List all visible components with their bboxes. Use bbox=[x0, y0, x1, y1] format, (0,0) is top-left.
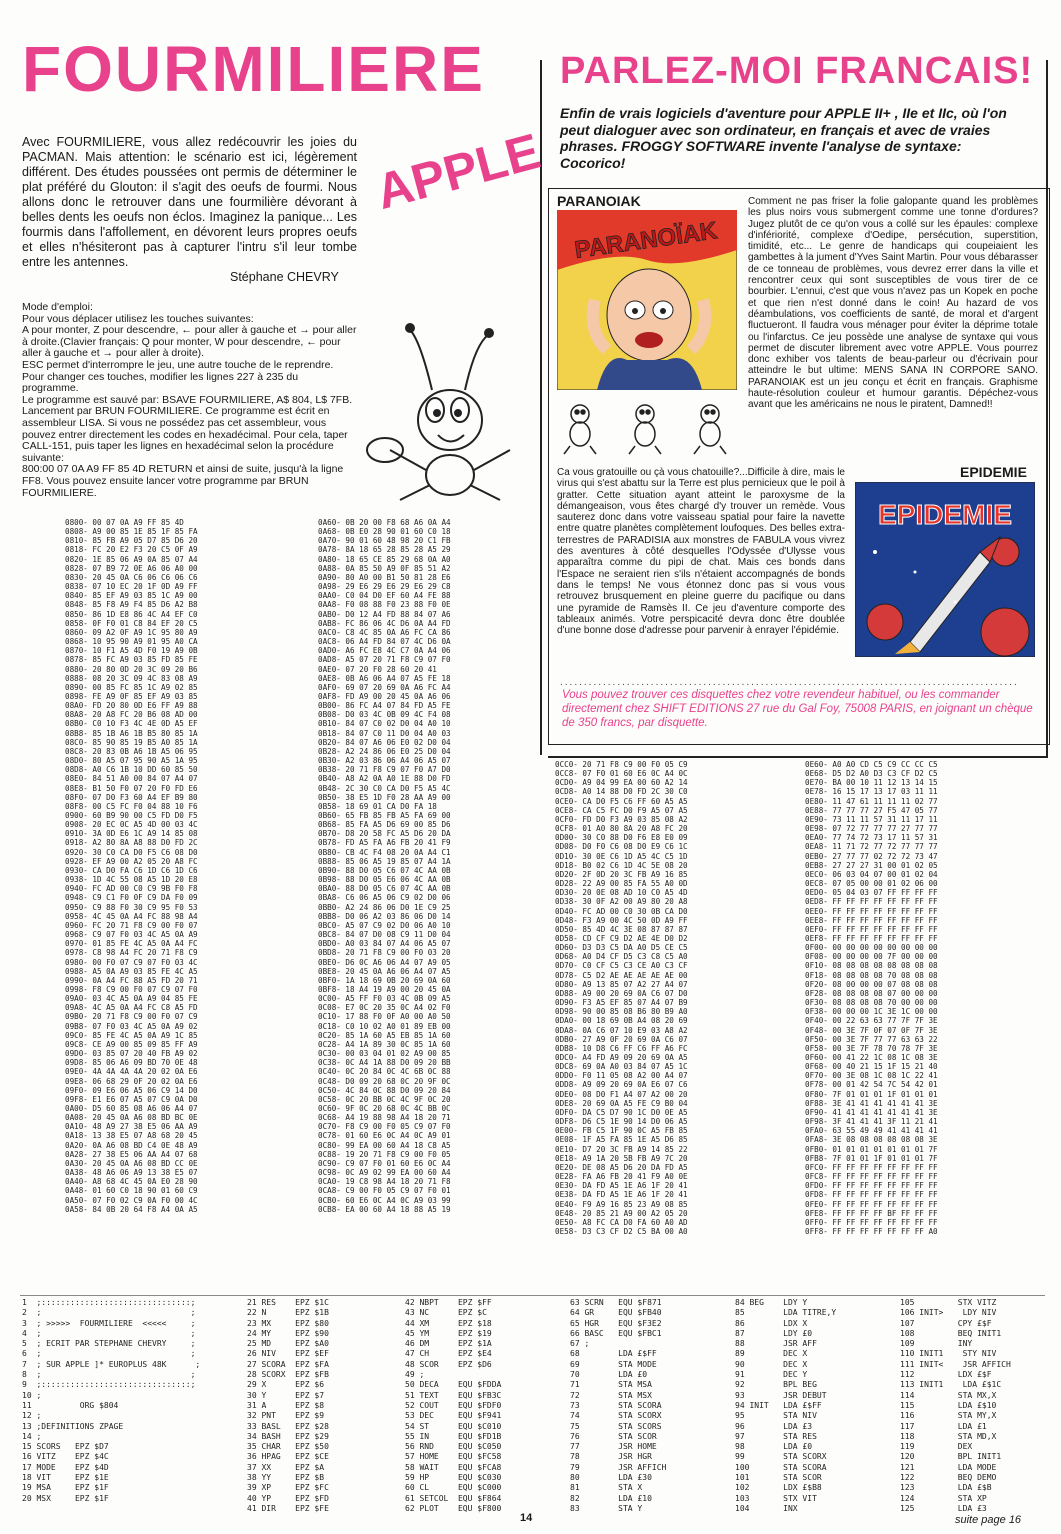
source-listing-col-5: 84 BEG LDY Y 85 LDA TITRE,Y 86 LDX X 87 LDY £0 88 JSR AFF 89 DEC X 90 DEC X 91 DEC Y 92 BPL BEG 93 JSR DEBUT 94 INIT LDA £$FF 95 STA NIV 96 LDA £3 97 STA RES 98 LDA £0 99 STA SCORX 100 STA SCORA 101 STA SCOR 102 LDX £$B8 103 STX VIT 104 INX bbox=[735, 1298, 837, 1513]
intro-paragraph: Avec FOURMILIERE, vous allez redécouvrir les joies du PACMAN. Mais attention: le scénario est ici, légèrement différent. Des études poussées ont permis de déterminer le plat préféré du Glouton: il s'agit des oeufs de fourmi. Nous allons donc le retrouver dans une fourmilière dévorant à belles dents les oeufs non éclos. Imaginez la panique... Les fourmis dans l'affollement, en dévorent leurs propres oeufs et elles n'hésiteront pas à capturer l'intru s'il leur tombe entre les antennes. bbox=[22, 135, 357, 269]
ant-illustration bbox=[360, 300, 530, 510]
epidemie-cover-art bbox=[855, 482, 1035, 657]
listing-separator bbox=[20, 1295, 1045, 1296]
source-listing-col-4: 63 SCRN EQU $F871 64 GR EQU $FB40 65 HGR EQU $F3E2 66 BASC EQU $FBC1 67 ; 68 LDA £$FF 69 STA MODE 70 LDA £0 71 STA MSA 72 STA MSX 73 STA SCORA 74 STA SCORX 75 STA SCORS 76 STA SCOR 77 JSR HOME 78 JSR HGR 79 JSR AFFICH 80 LDA £30 81 STA X 82 LDA £10 83 STA Y bbox=[570, 1298, 667, 1513]
continued-note: suite page 16 bbox=[955, 1514, 1022, 1526]
author-name: Stéphane CHEVRY bbox=[230, 270, 339, 284]
mode-line-2: A pour monter, Z pour descendre, ← pour aller à gauche et → pour aller à droite.(Clavier français: Q pour monter, W pour descendre, ← pour aller à gauche et → pour aller à droite). bbox=[22, 324, 357, 360]
right-edge-rule bbox=[1046, 60, 1048, 757]
page-number: 14 bbox=[520, 1512, 533, 1524]
mode-line-1: Pour vous déplacer utilisez les touches suivantes: bbox=[22, 312, 254, 325]
mode-line-3: ESC permet d'interrompre le jeu, une autre touche de le reprendre. Pour changer ces touches, modifier les lignes 227 à 235 du programme. bbox=[22, 358, 334, 395]
hex-dump-column-3: 0CC0- 20 71 F8 C9 00 F0 05 C9 0CC8- 07 F0 01 60 E6 0C A4 0C 0CD0- A9 04 99 EA 00 60 A2 14 0CD8- A0 14 88 D0 FD 2C 30 C0 0CE0- CA D0 F5 C6 FF 60 A5 A5 0CE8- CA C5 FC D0 F9 A5 07 A5 0CF0- FD D0 F3 A9 03 85 08 A2 0CF8- 01 A0 80 8A 20 A8 FC 20 0D00- 30 C0 88 D0 F6 E8 E0 09 0D08- D0 F0 C6 08 D0 E9 C6 1C 0D10- 30 0E C6 1D A5 4C C5 1D 0D18- B0 02 C6 1D 4C 5E 08 20 0D20- 2F 0D 20 3C FB A9 16 85 0D28- 22 A9 00 85 FA 55 A0 0D 0D30- 20 0E 08 AD 10 C0 A5 4D 0D38- 30 0F A2 00 A9 80 20 A8 0D40- FC AD 00 C0 30 0B CA D0 0D48- F3 A9 00 4C 50 0D A9 FF 0D50- 85 4D 4C 3E 08 87 87 87 0D58- CD CF C9 D2 AE 4E D0 D2 0D60- D3 D3 C5 DA A0 D5 CE C5 0D68- A0 D4 CF D5 C3 C8 C5 A0 0D70- C0 CF C5 C3 CE A0 C3 CF 0D78- C5 D2 AE AE AE AE AE 00 0D80- A9 13 85 07 A2 27 A4 07 0D88- A9 00 20 69 0A C6 07 D0 0D90- F3 A5 EF 85 07 A4 07 B9 0D98- 90 00 85 08 B6 80 B9 A0 0DA0- 00 18 69 0B A4 08 20 69 0DA8- 0A C6 07 10 E9 03 A8 A2 0DB0- 27 A9 0F 20 69 0A C6 07 0DB8- 10 D8 C6 FF C6 FF A6 FC 0DC0- A4 FD A9 09 20 69 0A A5 0DC8- 69 0A A0 03 84 07 A5 1C 0DD0- F0 11 05 08 A2 00 A4 07 0DD8- A9 09 20 69 0A E6 07 C6 0DE0- 08 D0 F1 A4 07 A2 00 20 0DE8- 20 69 0A A5 FE C9 B0 04 0DF0- DA C5 D7 90 1C D0 0E A5 0DF8- D6 C5 1E 90 14 D0 06 A5 0E00- FB C5 1F 90 0C A5 FB 85 0E08- 1F A5 FA 85 1E A5 D6 85 0E10- D7 20 3C FB A9 14 85 22 0E18- A9 1A 20 5B FB A9 7C 20 0E20- DE 08 A5 D6 20 DA FD A5 0E28- FA A6 FB 20 41 F9 A0 0E 0E30- DA FD A5 1E A6 1F 20 41 0E38- DA FD A5 1E A6 1F 20 41 0E40- F9 A9 16 85 23 A9 08 85 0E48- 20 85 21 A9 00 A2 05 20 0E50- A8 FC CA D0 FA 60 A0 AD 0E58- D3 C3 CF D2 C5 BA 00 A0 bbox=[555, 760, 688, 1236]
dotted-separator: ................................................................................................ bbox=[560, 677, 1019, 688]
paranoiak-cover-title: PARANOÏAK bbox=[572, 217, 719, 264]
mode-line-5: Lancement par BRUN FOURMILIERE. Ce programme est écrit en assembleur LISA. Si vous ne possédez pas cet assembleur, vous pouvez entrer directement les codes en hexadécimal. Pour cela, taper CALL-151, puis taper les lignes en hexadécimal selon la procédure suivante: bbox=[22, 405, 348, 464]
mode-line-4: Le programme est sauvé par: BSAVE FOURMILIERE, A$ 804, L$ 7FB. bbox=[22, 393, 353, 406]
hex-dump-column-4: 0E60- A0 A0 CD C5 C9 CC CC C5 0E68- D5 D2 A0 D3 C3 CF D2 C5 0E70- BA 00 10 11 12 13 14 15 0E78- 16 15 17 13 17 03 11 11 0E80- 11 47 61 11 11 11 02 77 0E88- 77 77 77 27 F5 47 05 77 0E90- 73 11 11 57 31 11 17 11 0E98- 07 72 77 77 77 27 77 77 0EA0- 77 74 72 73 17 11 57 31 0EA8- 11 71 72 77 72 77 77 77 0EB0- 27 77 77 02 72 72 73 47 0EB8- 27 27 27 31 00 01 02 05 0EC0- 06 03 04 07 00 01 02 04 0EC8- 07 05 00 00 01 02 06 00 0ED0- 05 04 03 07 FF FF FF FF 0ED8- FF FF FF FF FF FF FF FF 0EE0- FF FF FF FF FF FF FF FF 0EE8- FF FF FF FF FF FF FF FF 0EF0- FF FF FF FF FF FF FF FF 0EF8- FF FF FF FF FF FF FF FF 0F00- 00 00 00 00 00 00 00 00 0F08- 00 00 00 00 7F 00 00 00 0F10- 08 08 08 08 08 08 08 08 0F18- 08 08 08 08 70 08 08 08 0F20- 08 00 00 00 07 08 08 08 0F28- 08 08 08 08 07 00 00 00 0F30- 08 08 08 08 70 00 00 00 0F38- 00 00 00 1C 3E 1C 00 00 0F40- 00 22 63 63 77 7F 7F 3E 0F48- 00 3E 7F 0F 07 0F 7F 3E 0F50- 00 3E 7F 77 77 63 63 22 0F58- 00 3E 7F 78 70 78 7F 3E 0F60- 00 41 22 1C 08 1C 08 3E 0F68- 00 40 21 15 1F 15 21 40 0F70- 00 3E 08 1C 08 1C 22 41 0F78- 00 01 42 54 7C 54 42 01 0F80- 7F 01 01 01 1F 01 01 01 0F88- 3E 41 41 41 41 41 41 3E 0F90- 41 41 41 41 41 41 41 3E 0F98- 3F 41 41 41 3F 11 21 41 0FA0- 63 55 49 49 41 41 41 41 0FA8- 3E 08 08 08 08 08 08 3E 0FB0- 01 01 01 01 01 01 01 7F 0FB8- 7F 01 01 1F 01 01 01 7F 0FC0- FF FF FF FF FF FF FF FF 0FC8- FF FF FF FF FF FF FF FF 0FD0- FF FF FF FF FF FF FF FF 0FD8- FF FF FF FF FF FF FF FF 0FE0- FF FF FF FF FF FF FF FF 0FE8- FF FF FF FF BF FF FF FF 0FF0- FF FF FF FF FF FF FF FF 0FF8- FF FF FF FF FF FF FF A0 bbox=[805, 760, 938, 1236]
epidemie-cover-title: EPIDEMIE bbox=[878, 499, 1012, 530]
epidemie-text: Ca vous gratouille ou çà vous chatouille?...Difficile à dire, mais le virus qui s'est abattu sur la Terre est plus pernicieux que le poil à gratter. Cette situation ayant atteint le paroxysme de la démangeaison, vous êtes chargé d'y trouver un remède. Vous sauterez donc dans votre vaisseau spatial pour faire la navette entre quatre planètes complètement loufoques. Des belles extra-terrestres de PARADISIA aux monstres de FABULA vous vivrez des aventures à côté desquelles l'Odyssée d'Ulysse vous apparaîtra comme du pipi de chat. Mais ces bonds dans l'Espace ne seraient rien s'ils n'étaient accompagnés de bonds dans le temps! Ne vous étonnez donc pas si vous vous retrouvez brusquement en pleine guerre du pacifique ou dans une pyramide de Ramsès II. Ce jeu d'aventure comporte des tableaux animés. Votre perspicacité devra donc être doublée d'une bonne dose d'adresse pour parvenir à enrayer l'épidémie. bbox=[557, 467, 845, 637]
small-ants-illustration bbox=[560, 396, 740, 456]
source-listing-col-3: 42 NBPT EPZ $FF 43 NC EPZ $C 44 XM EPZ $18 45 YM EPZ $19 46 DM EPZ $1A 47 CH EPZ $E4 48 SCOR EPZ $D6 49 ; 50 DECA EQU $FDDA 51 TEXT EQU $FB3C 52 COUT EQU $FDF0 53 DEC EQU $F941 54 ST EQU $C010 55 IN EQU $FD1B 56 RND EQU $C050 57 HOME EQU $FC58 58 WAIT EQU $FCA8 59 HP EQU $C030 60 CL EQU $C000 61 SETCOL EQU $F864 62 PLOT EQU $F800 bbox=[405, 1298, 502, 1513]
mode-emploi-heading: Mode d'emploi: bbox=[22, 301, 93, 313]
paranoiak-cover-art bbox=[557, 210, 737, 390]
epidemie-heading: EPIDEMIE bbox=[960, 464, 1027, 480]
lead-paragraph: Enfin de vrais logiciels d'aventure pour APPLE II+ , IIe et IIc, où l'on peut dialoguer avec son ordinateur, en français et avec de vraies phrases. FROGGY SOFTWARE invente l'analyse de syntaxe: Cocorico! bbox=[560, 105, 1007, 171]
paranoiak-text: Comment ne pas friser la folie galopante quand les problèmes les plus noirs vous submergent comme une tonne d'ordures? Jugez plutôt de ce qu'on vous a collé sur les épaules: complexe d'infériorité, complexe d'Oedipe, persécution, superstition, timidité, etc... Le genre de handicaps qui coupeiaient les gambettes à la jument d'Yves Saint Martin. Pour vous débarasser de ce tonneau de problèmes, vous devrez errer dans la ville et rencontrer ceux qui sont susceptibles de vous tirer de ce bourbier. L'ennui, c'est que vous n'avez pas un Kopek en poche et que rien n'est donné dans le coin! Au hazard de vos déambulations, vos coefficients de santé, de moral et d'argent fluctueront. Il faudra vous ménager pour éviter la déprime totale ou l'infarctus. Ce jeu possède une analyse de syntaxe qui vous permet de discuter librement avec votre APPLE. Vous pourrez donc exhiber vos talents de beau-parleur ou d'écrivain pour atteindre le but ultime: MENS SANA IN CORPORE SANO. PARANOIAK est un jeu conçu et écrit en français. Graphisme haute-résolution couleur et humour garantis. Dépéchez-vous avant que les américains ne nous le piratent, Damned!! bbox=[748, 196, 1038, 411]
source-listing-col-2: 21 RES EPZ $1C 22 N EPZ $1B 23 MX EPZ $80 24 MY EPZ $90 25 MD EPZ $A0 26 NIV EPZ $EF 27 SCORA EPZ $FA 28 SCORX EPZ $FB 29 X EPZ $6 30 Y EPZ $7 31 A EPZ $8 32 PNT EPZ $9 33 BASL EPZ $28 34 BASH EPZ $29 35 CHAR EPZ $50 36 HPAG EPZ $CE 37 XX EPZ $A 38 YY EPZ $B 39 XP EPZ $FC 40 YP EPZ $FD 41 DIR EPZ $FE bbox=[247, 1298, 329, 1513]
paranoiak-heading: PARANOIAK bbox=[557, 193, 641, 209]
mode-line-6: 800:00 07 0A A9 FF 85 4D RETURN et ainsi de suite, jusqu'à la ligne FF8. Vous pouvez ensuite lancer votre programme par BRUN FOURMILIERE. bbox=[22, 463, 344, 499]
source-listing-col-1: 1 ;:::::::::::::::::::::::::::::::; 2 ; ; 3 ; >>>>> FOURMILIERE <<<<< ; 4 ; ; 5 ; ECRIT PAR STEPHANE CHEVRY ; 6 ; ; 7 ; SUR APPLE ]* EUROPLUS 48K ; 8 ; ; 9 ;:::::::::::::::::::::::::::::::; 10 ; 11 ORG $804 12 ; 13 ;DEFINITIONS ZPAGE 14 ; 15 SCORS EPZ $D7 16 VITZ EPZ $4C 17 MODE EPZ $4D 18 VIT EPZ $1E 19 MSA EPZ $1F 20 MSX EPZ $1F bbox=[22, 1298, 201, 1503]
article-title-fourmiliere: FOURMILIERE bbox=[22, 33, 485, 105]
hex-dump-column-1: 0800- 00 07 0A A9 FF 85 4D 0808- A9 00 85 1E 85 1F 85 FA 0810- 85 FB A9 05 D7 85 D6 20 0818- FC 20 E2 F3 20 C5 0F A9 0820- 1E 85 06 A9 0A 85 07 A4 0828- 07 B9 72 0E A6 06 A0 00 0830- 20 45 0A C6 06 C6 06 C6 0838- 07 10 EC 20 1F 0D A9 FF 0840- 85 EF A9 03 85 1C A9 00 0848- 85 F8 A9 F4 85 D6 A2 B8 0850- 86 1D E8 86 4C A4 EF C0 0858- 0F F0 01 C8 84 EF 20 C5 0860- 09 A2 0F A9 1C 95 80 A9 0868- 10 95 90 A9 01 95 A0 CA 0870- 10 F1 A5 4D F0 19 A9 0B 0878- 85 FC A9 03 85 FD 85 FE 0880- 20 80 0D 20 3C 09 20 B6 0888- 08 20 3C 09 4C 83 08 A9 0890- 00 85 FC 85 1C A9 02 85 0898- FE A9 0F 85 EF A9 03 85 08A0- FD 20 80 0D E6 FF A9 88 08A8- 20 A8 FC 20 B6 08 AD 00 08B0- C0 10 F3 4C 4E 0D A5 EF 08B8- 85 1B A6 1B B5 80 85 1A 08C0- 85 90 85 19 B5 A0 85 1A 08C8- 20 83 0B A6 1B A5 06 95 08D0- 80 A5 07 95 90 A5 1A 95 08D8- A0 C6 1B 10 DD 60 85 50 08E0- 84 51 A0 00 84 07 A4 07 08E8- B1 50 F0 07 20 F0 FD E6 08F0- 07 D0 F3 60 A4 EF B9 80 08F8- 00 C5 FC F0 04 88 10 F6 0900- 60 B9 90 00 C5 FD D0 F5 0908- 20 EC 0C A5 4D 00 03 4C 0910- 3A 0D E6 1C A9 14 85 08 0918- A2 80 8A A8 88 D0 FD 2C 0920- 30 C0 CA D0 F5 C6 08 D0 0928- EF A9 00 A2 05 20 A8 FC 0930- CA D0 FA C6 1D C6 1D C6 0938- 1D 4C 55 08 A5 1D 20 E8 0940- FC AD 00 C0 C9 9B F0 F8 0948- C9 C1 F0 0F C9 DA F0 09 0950- C9 88 F0 30 C9 95 F0 53 0958- 4C 45 0A A4 FC 88 98 A4 0960- FC 20 71 F8 C9 00 F0 07 0968- C9 07 F0 03 4C A5 0A A9 0970- 01 85 FE 4C A5 0A A4 FC 0978- C8 98 A4 FC 20 71 F8 C9 0980- 00 F0 07 C9 07 F0 03 4C 0988- A5 0A A9 03 85 FE 4C A5 0990- 0A A4 FC 88 A5 FD 20 71 0998- F8 C9 00 F0 07 C9 07 F0 09A0- 03 4C A5 0A A9 04 85 FE 09A8- 4C A5 0A A4 FC C8 A5 FD 09B0- 20 71 F8 C9 00 F0 07 C9 09B8- 07 F0 03 4C A5 0A A9 02 09C0- 85 FE 4C A5 0A A9 1C 85 09C8- CE A9 00 85 09 85 FF A9 09D0- 03 85 07 20 40 FB A9 02 09D8- 85 06 A6 09 BD 70 0E 48 09E0- 4A 4A 4A 4A 20 02 0A E6 09E8- 06 68 29 0F 20 02 0A E6 09F0- 09 E6 06 A5 06 C9 14 D0 09F8- E1 E6 07 A5 07 C9 0A D0 0A00- D5 60 85 08 A6 06 A4 07 0A08- 20 45 0A A6 08 BD BC 0E 0A10- 48 A9 27 38 E5 06 AA A9 0A18- 13 38 E5 07 A8 68 20 45 0A20- 0A A6 08 BD C4 0E 48 A9 0A28- 27 38 E5 06 AA A4 07 68 0A30- 20 45 0A A6 08 BD CC 0E 0A38- 48 A6 06 A9 13 38 E5 07 0A40- A8 68 4C 45 0A E0 28 90 0A48- 01 60 C0 18 90 01 60 C9 0A50- 07 F0 02 C9 0A F0 00 4C 0A58- 84 0B 20 64 F8 A4 0A A5 bbox=[65, 518, 198, 1214]
mode-emploi bbox=[22, 302, 357, 499]
order-note: Vous pouvez trouver ces disquettes chez votre revendeur habituel, ou les commander directement chez SHIFT EDITIONS 27 rue du Gal Foy, 75008 PARIS, en joignant un chèque de 350 francs, par disquette. bbox=[562, 689, 1033, 729]
hex-dump-column-2: 0A60- 0B 20 00 F8 68 A6 0A A4 0A68- 0B E0 28 90 01 60 C0 18 0A70- 90 01 60 48 98 20 C1 FB 0A78- 8A 18 65 28 85 28 A5 29 0A80- 18 65 CE 85 29 68 0A A0 0A88- 0A 85 50 A9 0F 85 51 A2 0A90- 80 A0 00 B1 50 81 28 E6 0A98- 29 E6 29 E6 29 E6 29 C8 0AA0- C0 04 D0 EF 60 A4 FE 88 0AA8- F0 08 88 F0 23 88 F0 0E 0AB0- D0 12 A4 FD 88 84 07 A6 0AB8- FC 86 06 4C D6 0A A4 FD 0AC0- C8 4C 85 0A A6 FC CA 86 0AC8- 06 A4 FD 84 07 4C D6 0A 0AD0- A6 FC E8 4C C7 0A A4 06 0AD8- A5 07 20 71 F8 C9 07 F0 0AE0- 07 20 F0 28 60 20 41 0AE8- 0B A6 06 A4 07 A5 FE 18 0AF0- 69 07 20 69 0A A6 FC A4 0AF8- FD A9 00 20 45 0A A6 06 0B00- 86 FC A4 07 84 FD A5 FE 0B08- D0 03 4C 0B 09 4C F4 08 0B10- 84 07 C0 02 D0 04 A0 10 0B18- 84 07 C0 11 D0 04 A0 03 0B20- 84 07 A6 06 E0 02 D0 04 0B28- A2 24 86 06 E0 25 D0 04 0B30- A2 03 86 06 A4 06 A5 07 0B38- 20 71 F8 C9 07 F0 A7 D0 0B40- A8 A2 0A A0 1E 88 D0 FD 0B48- 2C 30 C0 CA D0 F5 A5 4C 0B50- 38 E5 1D F0 28 AA A9 00 0B58- 18 69 01 CA D0 FA 18 0B60- 65 FB 85 FB A5 FA 69 00 0B68- 85 FA A5 D6 69 00 85 D6 0B70- D8 20 58 FC A5 D6 20 DA 0B78- FD A5 FA A6 FB 20 41 F9 0B80- CB 4C F4 08 20 0A A4 C1 0B88- 85 06 A5 19 85 07 A4 1A 0B90- 88 D0 05 C6 07 4C AA 0B 0B98- 88 D0 05 E6 06 4C AA 0B 0BA0- 88 D0 05 C6 07 4C AA 0B 0BA8- C6 06 A5 06 C9 02 D0 06 0BB0- A2 24 86 06 D0 1E C9 25 0BB8- D0 06 A2 03 86 06 D0 14 0BC0- A5 07 C9 02 D0 06 A0 10 0BC8- 84 07 D0 08 C9 11 D0 04 0BD0- A0 03 84 07 A4 06 A5 07 0BD8- 20 71 F8 C9 00 F0 03 20 0BE0- D6 0C A6 06 A4 07 A9 05 0BE8- 20 45 0A A6 06 A4 07 A5 0BF0- 1A 18 69 0B 20 69 0A 60 0BF8- 18 A4 19 A9 00 20 45 0A 0C00- A5 FF F0 03 4C 0B 09 A5 0C08- E7 0C 20 35 0C A4 02 F0 0C10- 17 88 F0 0F A0 00 A0 50 0C18- C0 10 02 A0 01 89 EB 00 0C20- 85 1A 60 A5 EB 85 1A 60 0C28- A4 1A 89 30 0C 85 1A 60 0C30- 00 03 04 01 02 A9 00 85 0C38- 0C A4 1A 88 D0 09 20 BB 0C40- 0C 20 84 0C 4C 6B 0C 88 0C48- D0 09 20 68 0C 20 9F 0C 0C50- 4C 84 0C 88 D0 09 20 84 0C58- 0C 20 BB 0C 4C 9F 0C 20 0C60- 9F 0C 20 68 0C 4C BB 0C 0C68- A4 19 88 98 A4 18 20 71 0C70- F8 C9 00 F0 05 C9 07 F0 0C78- 01 60 E6 0C A4 0C A9 01 0C80- 99 EA 00 60 A4 18 C8 A5 0C88- 19 20 71 F8 C9 00 F0 05 0C90- C9 07 F0 01 60 E6 0C A4 0C98- 0C A9 02 99 EA 00 60 A4 0CA0- 19 C8 98 A4 18 20 71 F8 0CA8- C9 00 F0 05 C9 07 F0 01 0CB0- 60 E6 0C A4 0C A9 03 99 0CB8- EA 00 60 A4 18 88 A5 19 bbox=[318, 518, 451, 1214]
apple-label: APPLE bbox=[370, 122, 546, 221]
right-bottom-rule bbox=[548, 756, 1048, 758]
article-title-parlez-moi: PARLEZ-MOI FRANCAIS! bbox=[560, 50, 1034, 92]
source-listing-col-6: 105 STX VITZ 106 INIT> LDY NIV 107 CPY £$F 108 BEQ INIT1 109 INY 110 INIT1 STY NIV 111 INIT< JSR AFFICH 112 LDX £$F 113 INIT1 LDA £$1C 114 STA MX,X 115 LDA £$10 116 STA MY,X 117 LDA £1 118 STA MD,X 119 DEX 120 BPL INIT1 121 LDA MODE 122 BEQ DEMO 123 LDA £$B 124 STA XP 125 LDA £3 bbox=[900, 1298, 1011, 1513]
